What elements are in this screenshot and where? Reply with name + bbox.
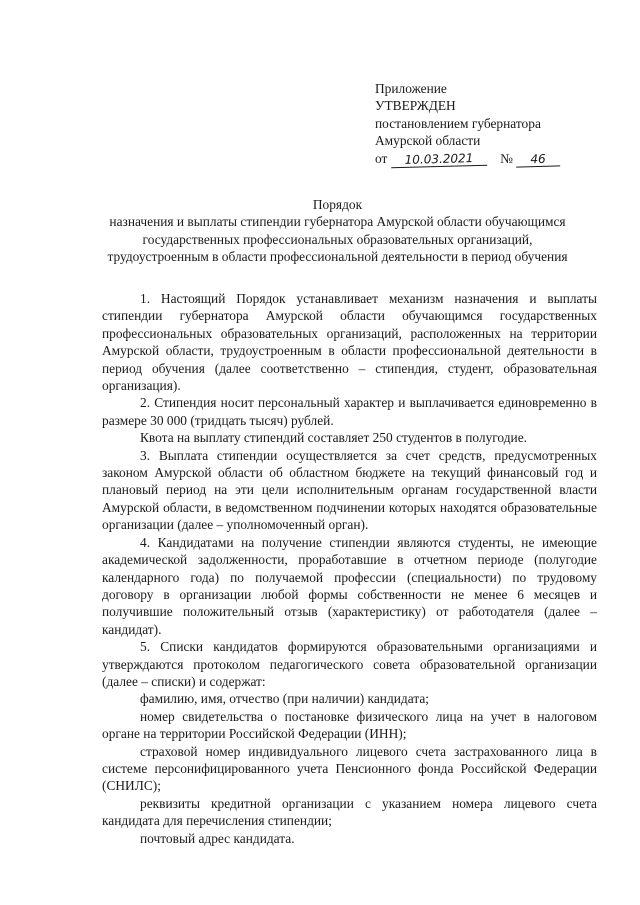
document-body bbox=[102, 290, 597, 847]
handwritten-date: 10.03.2021 bbox=[391, 150, 487, 168]
approved-label: УТВЕРЖДЕН bbox=[375, 98, 456, 114]
region-label: Амурской области bbox=[375, 133, 481, 149]
resolution-label: постановлением губернатора bbox=[375, 115, 541, 131]
list-item-inn: номер свидетельства о постановке физического лица на учет в налоговом органе на территории Российской Федерации (ИНН); bbox=[102, 708, 597, 742]
number-sign: № bbox=[500, 150, 513, 166]
paragraph-3: 3. Выплата стипендии осуществляется за счет средств, предусмотренных законом Амурской области об областном бюджете на текущий финансовый год и плановый период на эти цели исполнительным органам государственной власти Амурской области, в ведомственном подчинении которых находятся образовательные организации (далее – уполномоченный орган). bbox=[102, 447, 597, 533]
document-title bbox=[100, 196, 575, 266]
approval-stamp-block bbox=[375, 80, 615, 167]
paragraph-2: 2. Стипендия носит персональный характер и выплачивается единовременно в размере 30 000 (тридцать тысяч) рублей. bbox=[102, 395, 597, 428]
date-prefix: от bbox=[375, 150, 388, 166]
list-item-name: фамилию, имя, отчество (при наличии) кандидата; bbox=[140, 691, 430, 707]
paragraph-5: 5. Списки кандидатов формируются образовательными организациями и утверждаются протоколом педагогического совета образовательной организации (далее – списки) и содержат: bbox=[102, 639, 597, 689]
paragraph-4: 4. Кандидатами на получение стипендии являются студенты, не имеющие академической задолженности, проработавшие в отчетном периоде (полугодие календарного года) по получаемой профессии (специальности) по трудовому договору в организации любой формы собственности не менее 6 месяцев и получившие положительный отзыв (характеристику) от работодателя (далее – кандидат). bbox=[102, 534, 597, 637]
handwritten-number: 46 bbox=[516, 151, 560, 167]
appendix-label: Приложение bbox=[375, 81, 447, 96]
paragraph-quota: Квота на выплату стипендий составляет 250 студентов в полугодие. bbox=[140, 430, 527, 446]
list-item-snils: страховой номер индивидуального лицевого счета застрахованного лица в системе персонифицированного учета Пенсионного фонда Российской Федерации (СНИЛС); bbox=[102, 743, 597, 794]
title-heading: Порядок bbox=[312, 197, 363, 212]
title-subtitle: назначения и выплаты стипендии губернатора Амурской области обучающимся государственных профессиональных образовательных организаций, трудоустроенным в области профессиональной деятельности в период обучения bbox=[107, 214, 568, 265]
list-item-bank: реквизиты кредитной организации с указанием номера лицевого счета кандидата для перечисления стипендии; bbox=[102, 795, 597, 829]
date-number-line bbox=[375, 150, 615, 167]
paragraph-1: 1. Настоящий Порядок устанавливает механизм назначения и выплаты стипендии губернатора Амурской области обучающимся государственных профессиональных образовательных организаций, расположенных на территории Амурской области, трудоустроенным в области профессиональной деятельности в период обучения (далее соответственно – стипендия, студент, образовательная организация). bbox=[102, 291, 597, 394]
list-item-address: почтовый адрес кандидата. bbox=[140, 830, 295, 846]
